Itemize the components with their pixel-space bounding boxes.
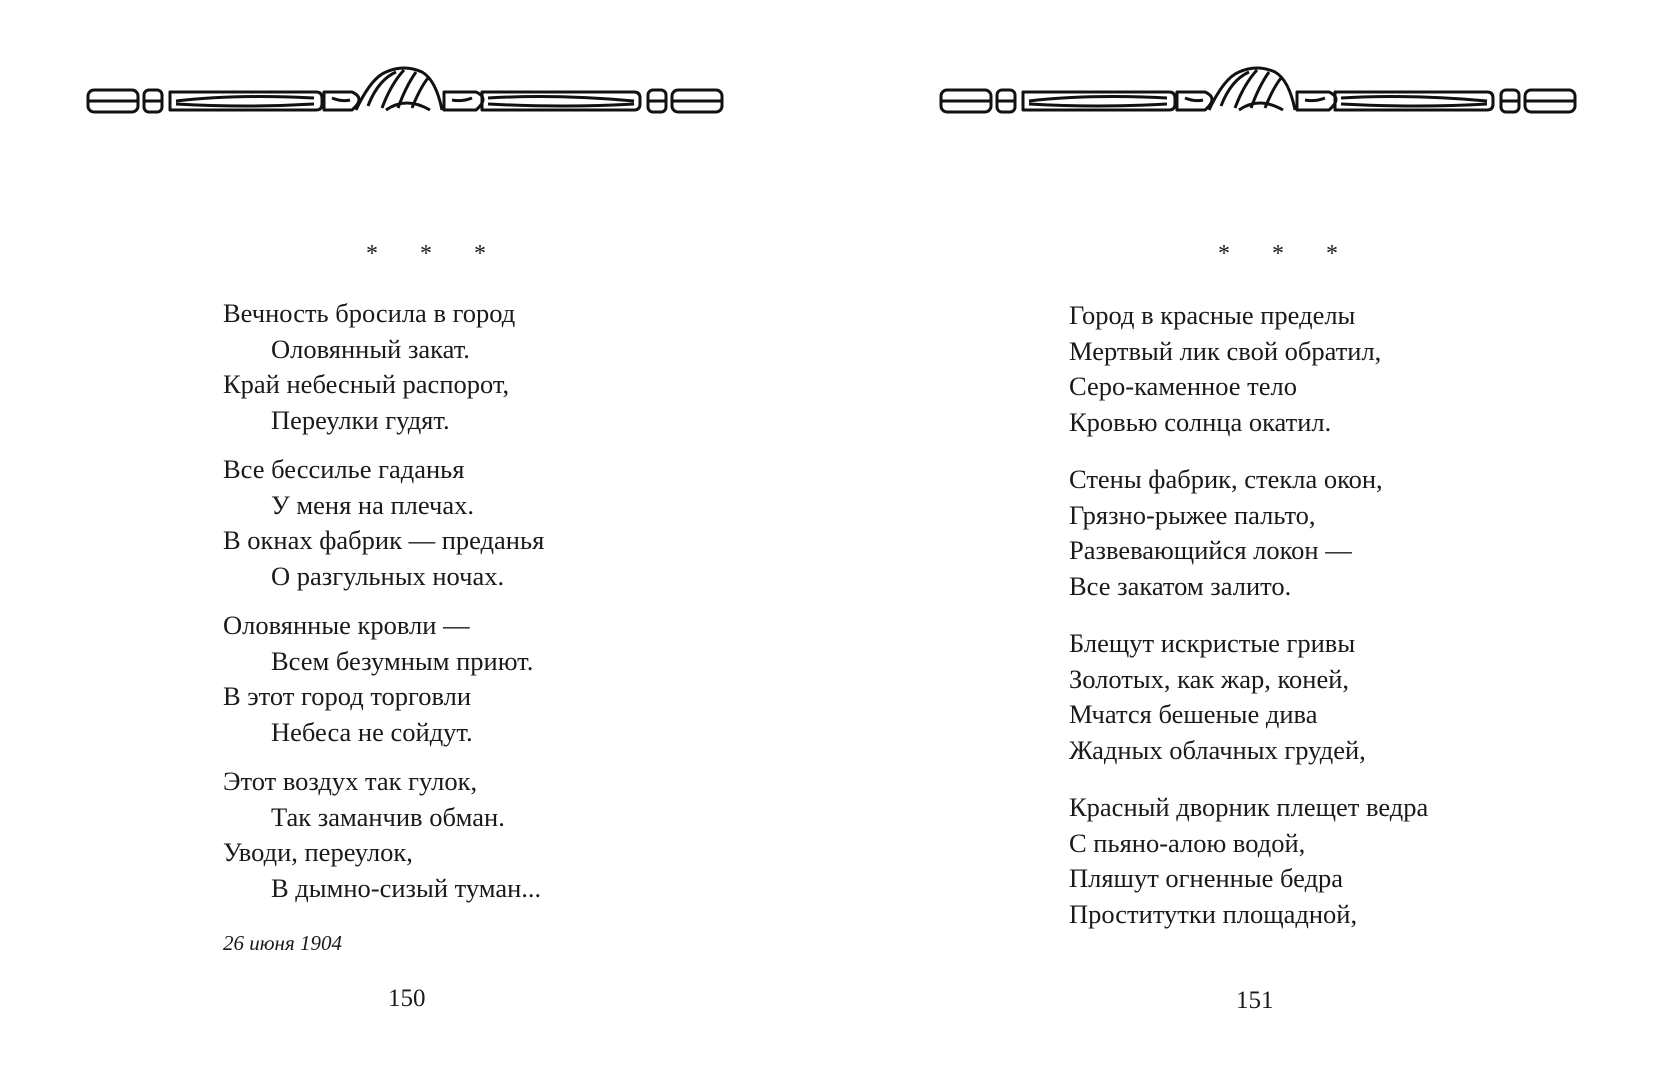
poem-line: Оловянные кровли — [223,610,470,640]
poem-line: Уводи, переулок, [223,837,413,867]
stanza [1069,790,1428,932]
poem-line: В окнах фабрик — преданья [223,525,545,555]
poem-line: Золотых, как жар, коней, [1069,663,1350,694]
poem-line: Пляшут огненные бедра [1069,863,1344,893]
poem-line: Красный дворник плещет ведра [1069,792,1429,822]
poem-line: Мчатся бешеные дива [1069,699,1318,729]
section-separator: * * * [366,241,504,267]
stanza [223,452,544,594]
poem-text [1069,298,1428,954]
stanza [1069,298,1428,440]
poem-line: В этот город торговли [223,681,472,711]
poem-line: Вечность бросила в город [223,298,516,328]
stanza [223,296,544,438]
poem-line: Оловянный закат. [271,333,470,364]
poem-line: Развевающийся локон — [1069,535,1352,565]
poem-line: Так заманчив обман. [271,801,505,832]
poem-line: Жадных облачных грудей, [1069,734,1366,765]
poem-line: Все закатом залито. [1069,570,1292,601]
header-ornament-icon [86,58,726,120]
right-page [835,0,1670,1080]
poem-line: Этот воздух так гулок, [223,766,478,796]
poem-line: Стены фабрик, стекла окон, [1069,464,1383,494]
poem-line: В дымно-сизый туман... [271,872,542,903]
poem-text [223,296,544,920]
poem-line: Город в красные пределы [1069,300,1356,330]
poem-line: У меня на плечах. [271,489,474,520]
stanza [223,608,544,750]
poem-line: Все бессилье гаданья [223,454,465,484]
stanza [223,764,544,906]
page-number: 151 [1236,987,1274,1014]
poem-line: Серо-каменное тело [1069,371,1297,401]
page-number: 150 [388,985,426,1012]
stanza [1069,626,1428,768]
poem-line: Всем безумным приют. [271,645,534,676]
poem-line: Грязно-рыжее пальто, [1069,499,1316,530]
poem-line: Блещут искристые гривы [1069,628,1356,658]
stanza [1069,462,1428,604]
poem-line: С пьяно-алою водой, [1069,827,1306,858]
poem-line: Проститутки площадной, [1069,898,1358,929]
poem-line: Кровью солнца окатил. [1069,406,1332,437]
poem-date: 26 июня 1904 [223,931,342,955]
poem-line: Небеса не сойдут. [271,716,473,747]
poem-line: Край небесный распорот, [223,369,510,399]
poem-line: О разгульных ночах. [271,560,505,591]
poem-line: Переулки гудят. [271,404,450,435]
header-ornament-icon [939,58,1579,120]
section-separator: * * * [1218,241,1356,267]
poem-line: Мертвый лик свой обратил, [1069,335,1382,366]
